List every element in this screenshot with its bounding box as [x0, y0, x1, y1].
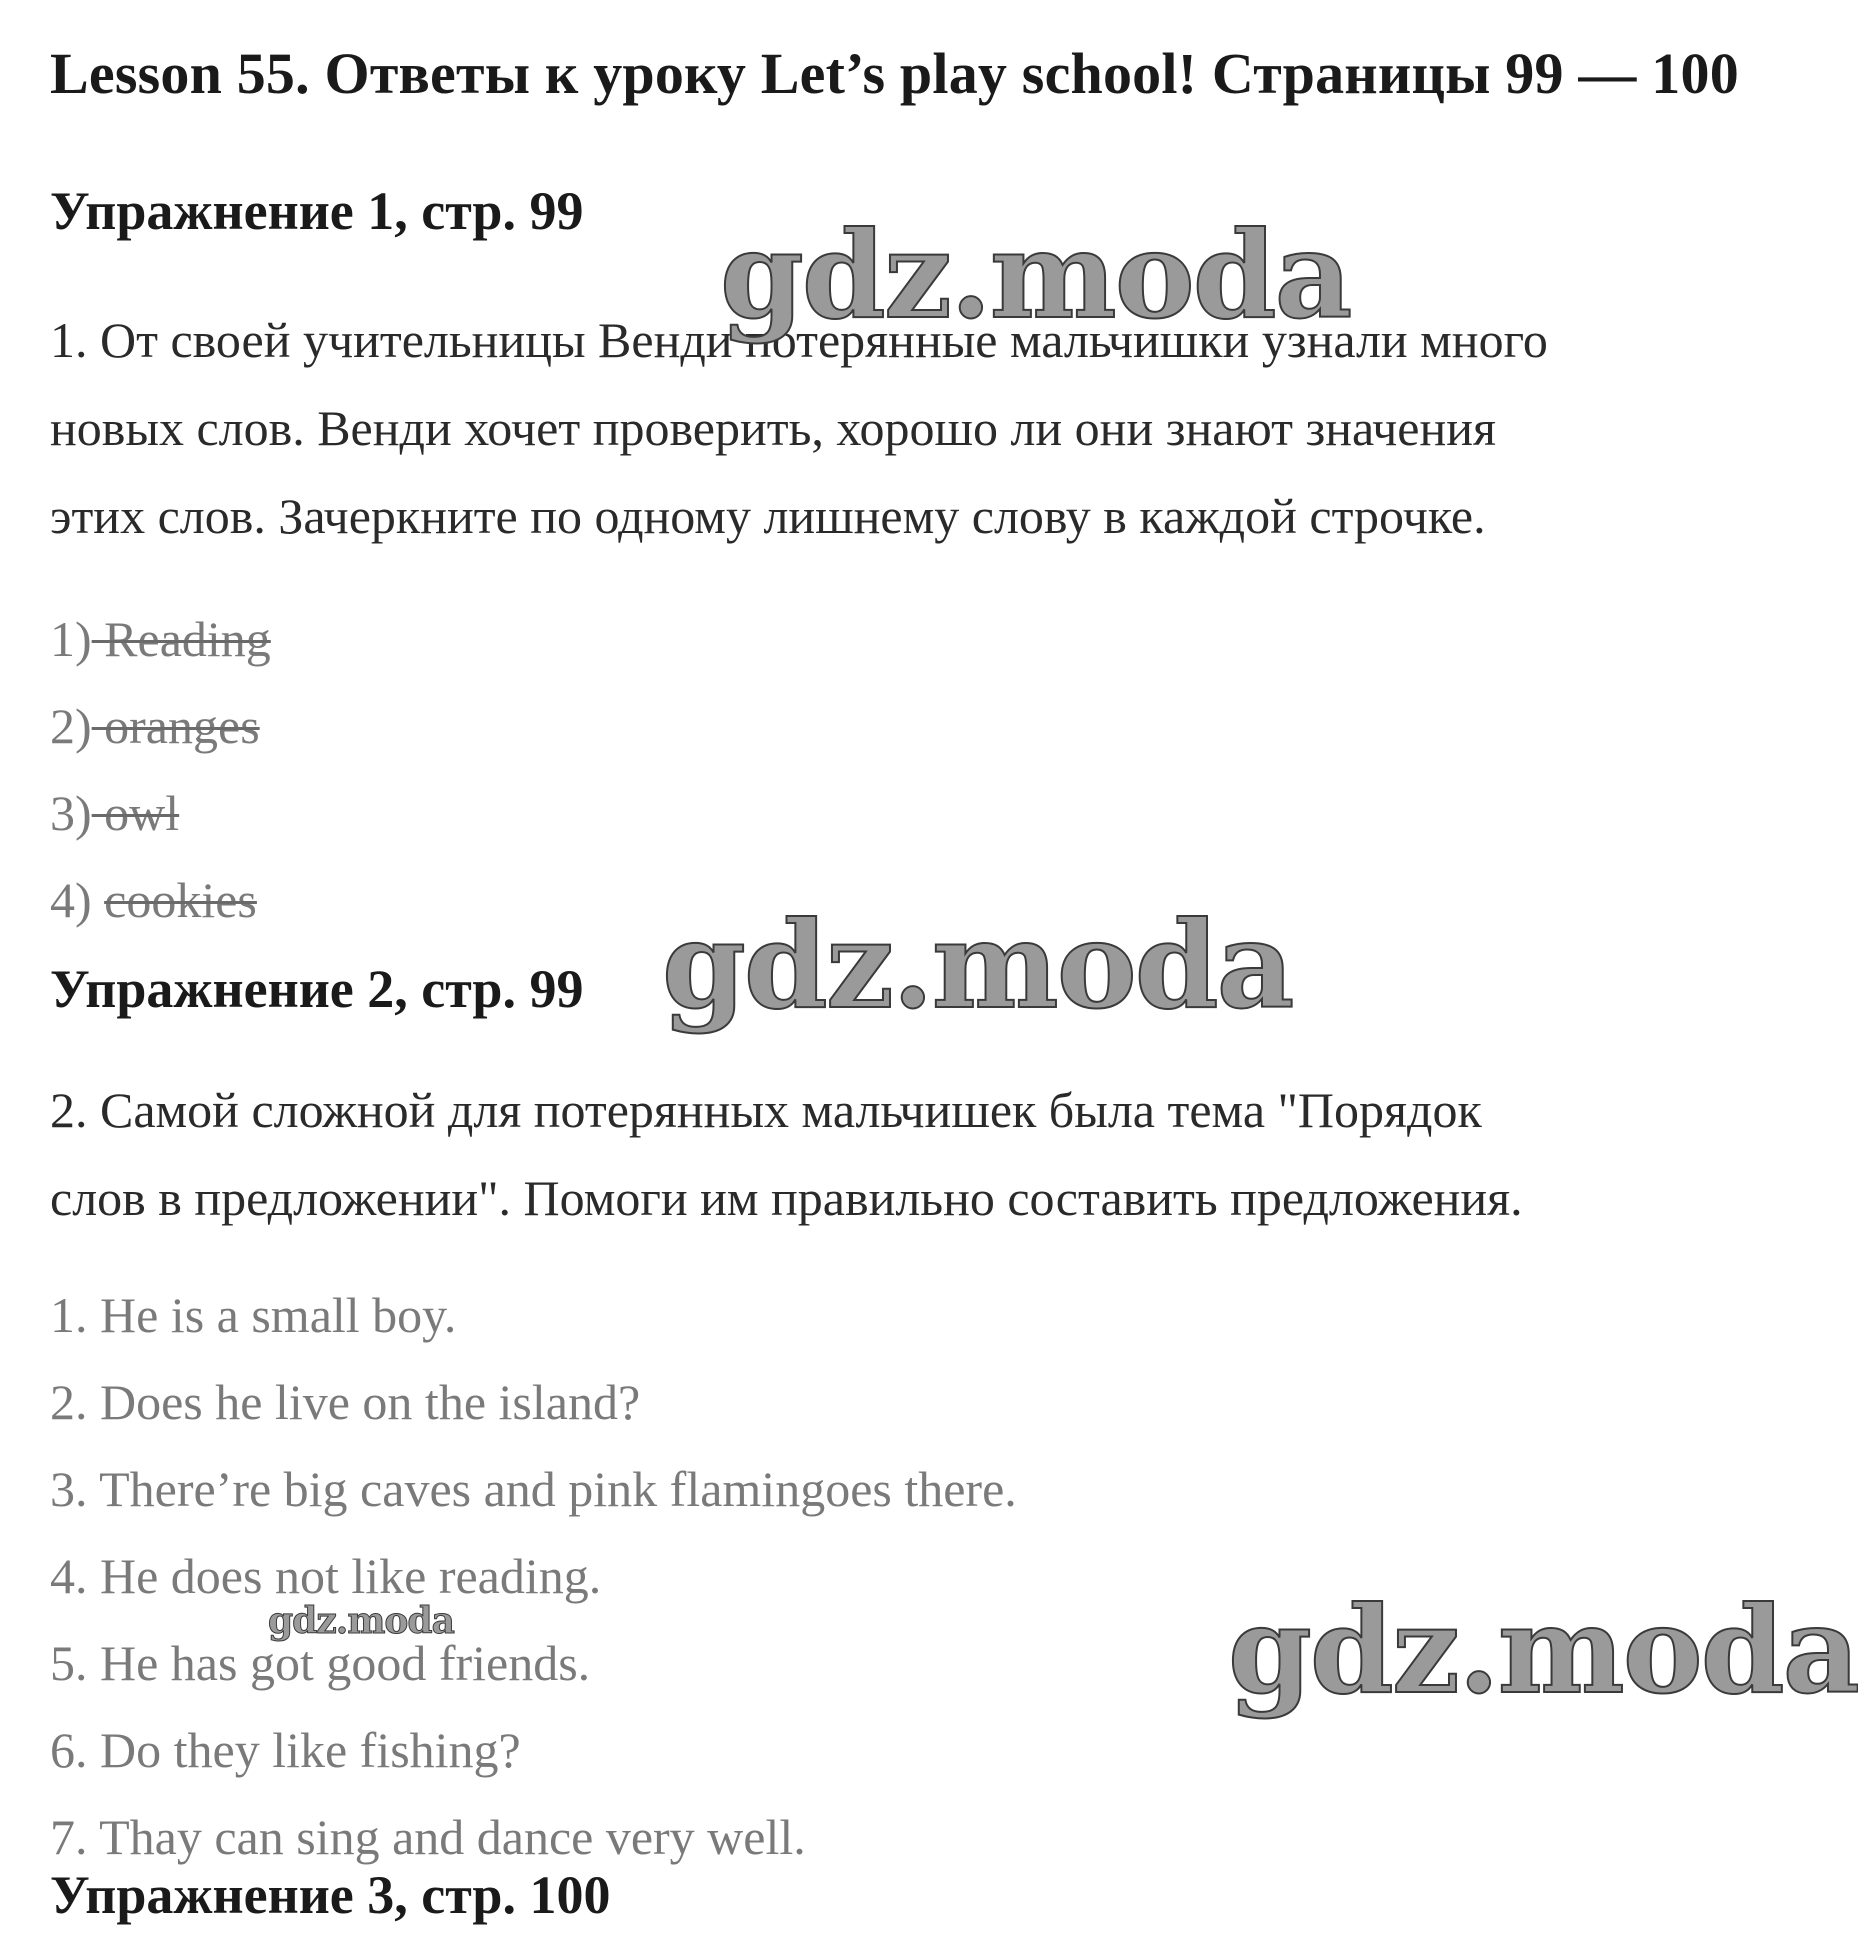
list-item	[50, 596, 271, 683]
watermark-logo: gdz.moda	[268, 1600, 454, 1642]
exercise-3-heading-cut	[50, 1865, 611, 1932]
exercise-3-heading: Упражнение 3, стр. 100	[50, 1865, 611, 1925]
list-item	[50, 857, 271, 944]
task-line: новых слов. Венди хочет проверить, хорошо ли они знают значения	[50, 400, 1496, 456]
list-item: 3. There’re big caves and pink flamingoes there.	[50, 1461, 1017, 1517]
struck-word: oranges	[91, 698, 260, 754]
watermark-logo: gdz.moda	[662, 895, 1293, 1036]
task-line: 2. Самой сложной для потерянных мальчишек была тема "Порядок	[50, 1082, 1482, 1138]
answer-number: 3)	[50, 785, 92, 841]
exercise-2-task	[50, 1066, 1523, 1242]
list-item: 6. Do they like fishing?	[50, 1722, 521, 1778]
list-item	[50, 770, 271, 857]
exercise-1-task	[50, 296, 1548, 560]
exercise-2-answers	[50, 1272, 1017, 1881]
answer-number: 1)	[50, 611, 92, 667]
watermark-logo: gdz.moda	[1228, 1580, 1858, 1721]
exercise-1-heading: Упражнение 1, стр. 99	[50, 181, 584, 241]
page-title: Lesson 55. Ответы к уроку Let’s play school! Страницы 99 — 100	[50, 41, 1739, 106]
struck-word: cookies	[104, 872, 257, 928]
task-line: 1. От своей учительницы Венди потерянные мальчишки узнали много	[50, 312, 1548, 368]
list-item: 2. Does he live on the island?	[50, 1374, 641, 1430]
list-item: 7. Thay can sing and dance very well.	[50, 1809, 806, 1865]
task-line: слов в предложении". Помоги им правильно составить предложения.	[50, 1170, 1523, 1226]
struck-word: owl	[91, 785, 180, 841]
list-item: 1. He is a small boy.	[50, 1287, 457, 1343]
watermark-logo: gdz.moda	[720, 205, 1351, 346]
exercise-1-answers	[50, 596, 271, 944]
task-line: этих слов. Зачеркните по одному лишнему слову в каждой строчке.	[50, 488, 1486, 544]
answer-number: 4)	[50, 872, 105, 928]
list-item: 5. He has got good friends.	[50, 1635, 591, 1691]
exercise-2-heading: Упражнение 2, стр. 99	[50, 959, 584, 1019]
list-item	[50, 683, 271, 770]
answer-number: 2)	[50, 698, 92, 754]
struck-word: Reading	[91, 611, 271, 667]
list-item: 4. He does not like reading.	[50, 1548, 602, 1604]
